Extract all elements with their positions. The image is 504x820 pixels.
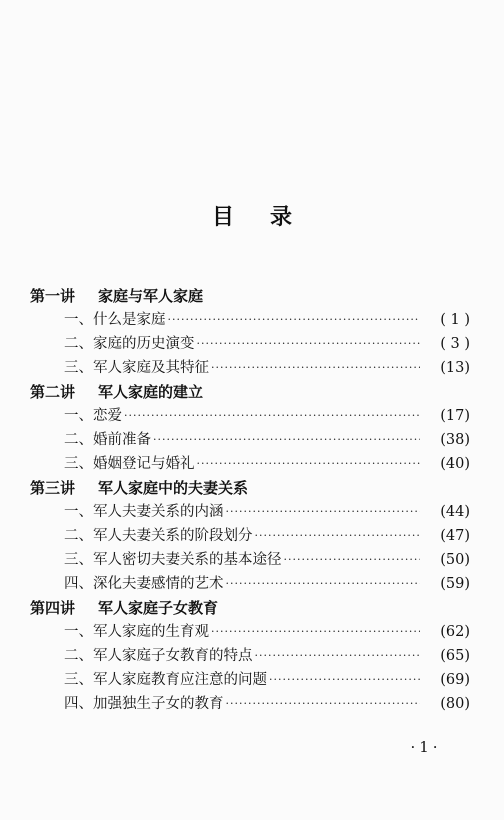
entry-label: 一、军人家庭的生育观 [64, 624, 209, 640]
entry-label: 二、军人家庭子女教育的特点 [64, 648, 253, 664]
toc-entry [30, 644, 470, 668]
entry-page: (13) [440, 360, 470, 376]
toc-entry [30, 356, 470, 380]
entry-label: 二、军人夫妻关系的阶段划分 [64, 528, 253, 544]
chapter-number: 第三讲 [30, 479, 76, 497]
dot-leader [168, 308, 421, 332]
chapter-title: 家庭与军人家庭 [98, 287, 204, 305]
chapter-heading [30, 476, 470, 500]
chapter-number: 第二讲 [30, 383, 76, 401]
dot-leader [255, 524, 421, 548]
toc-entry [30, 620, 470, 644]
entry-label: 一、什么是家庭 [64, 312, 166, 328]
entry-label: 一、恋爱 [64, 408, 122, 424]
toc-entry [30, 332, 470, 356]
chapter-title: 军人家庭子女教育 [98, 599, 219, 617]
entry-page: (59) [440, 576, 470, 592]
entry-label: 四、深化夫妻感情的艺术 [64, 576, 224, 592]
entry-page: (40) [440, 456, 470, 472]
toc-entry [30, 308, 470, 332]
toc-entry [30, 668, 470, 692]
dot-leader [226, 500, 421, 524]
chapter-heading [30, 284, 470, 308]
chapter-heading [30, 596, 470, 620]
toc-entry [30, 572, 470, 596]
toc-entry [30, 692, 470, 716]
entry-page: (65) [440, 648, 470, 664]
page-title: 目录 [211, 204, 328, 230]
dot-leader [211, 356, 420, 380]
toc-entry [30, 452, 470, 476]
dot-leader [226, 572, 421, 596]
entry-label: 三、军人密切夫妻关系的基本途径 [64, 552, 282, 568]
dot-leader [153, 428, 420, 452]
entry-page: (44) [440, 504, 470, 520]
dot-leader [284, 548, 421, 572]
chapter-number: 第四讲 [30, 599, 76, 617]
toc-entry [30, 404, 470, 428]
entry-page: (38) [440, 432, 470, 448]
entry-label: 三、军人家庭及其特征 [64, 360, 209, 376]
dot-leader [226, 692, 421, 716]
chapter-heading [30, 380, 470, 404]
dot-leader [197, 332, 421, 356]
dot-leader [255, 644, 421, 668]
entry-label: 三、婚姻登记与婚礼 [64, 456, 195, 472]
chapter-title: 军人家庭的建立 [98, 383, 204, 401]
dot-leader [124, 404, 420, 428]
entry-page: (17) [440, 408, 470, 424]
toc-entry [30, 548, 470, 572]
entry-page: (69) [440, 672, 470, 688]
entry-page: ( 1 ) [440, 312, 470, 328]
entry-page: (47) [440, 528, 470, 544]
toc-entry [30, 428, 470, 452]
page-number: ·1· [410, 738, 442, 756]
dot-leader [197, 452, 421, 476]
entry-page: (62) [440, 624, 470, 640]
dot-leader [269, 668, 420, 692]
entry-label: 二、婚前准备 [64, 432, 151, 448]
entry-label: 二、家庭的历史演变 [64, 336, 195, 352]
entry-page: (80) [440, 696, 470, 712]
table-of-contents [30, 284, 470, 716]
toc-entry [30, 524, 470, 548]
entry-label: 一、军人夫妻关系的内涵 [64, 504, 224, 520]
chapter-number: 第一讲 [30, 287, 76, 305]
entry-page: (50) [440, 552, 470, 568]
entry-page: ( 3 ) [440, 336, 470, 352]
toc-entry [30, 500, 470, 524]
entry-label: 三、军人家庭教育应注意的问题 [64, 672, 267, 688]
entry-label: 四、加强独生子女的教育 [64, 696, 224, 712]
chapter-title: 军人家庭中的夫妻关系 [98, 479, 249, 497]
dot-leader [211, 620, 420, 644]
